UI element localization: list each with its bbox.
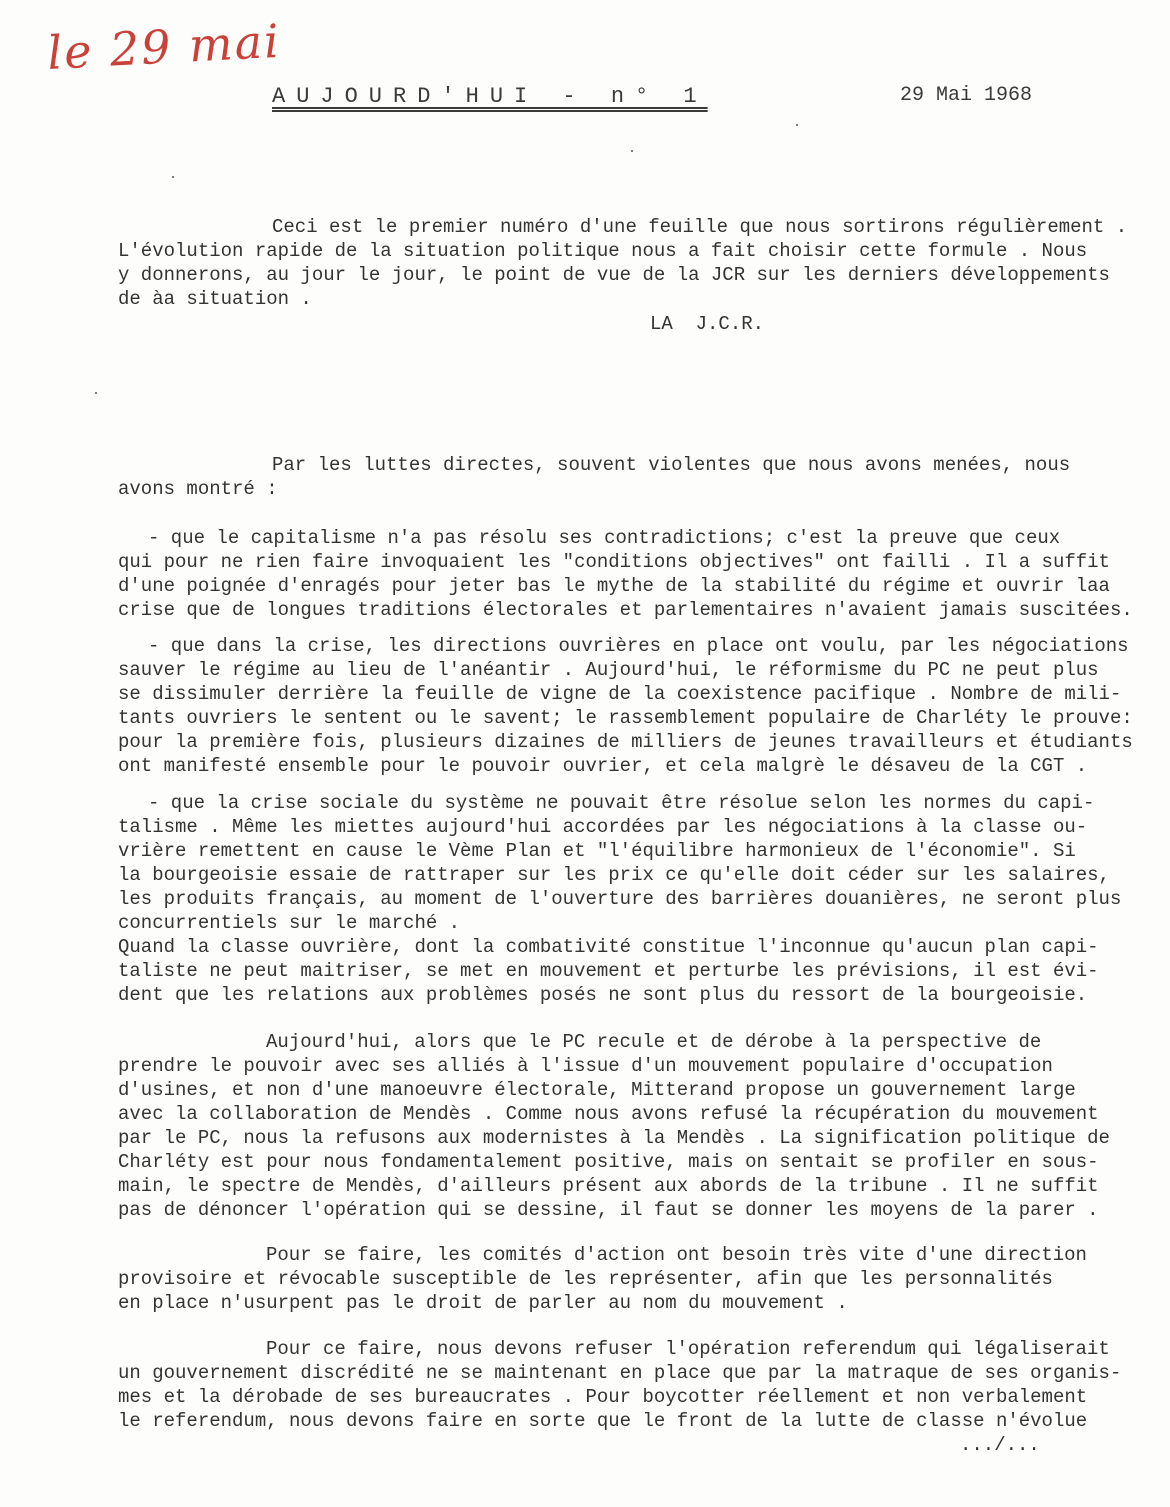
body-line: Charléty est pour nous fondamentalement positive, mais on sentait se profiler en sous- — [118, 1151, 1099, 1173]
body-line: par le PC, nous la refusons aux modernistes à la Mendès . La signification politique de — [118, 1127, 1110, 1149]
body-line: Pour ce faire, nous devons refuser l'opération referendum qui légaliserait — [266, 1338, 1110, 1360]
body-line: crise que de longues traditions électorales et parlementaires n'avaient jamais suscitées. — [118, 599, 1133, 621]
paper-speck — [95, 392, 97, 394]
continuation-mark: .../... — [960, 1434, 1040, 1456]
body-line: provisoire et révocable susceptible de les représenter, afin que les personnalités — [118, 1268, 1053, 1290]
body-line: Par les luttes directes, souvent violentes que nous avons menées, nous — [272, 454, 1071, 476]
intro-line: Ceci est le premier numéro d'une feuille que nous sortirons régulièrement . — [272, 216, 1128, 238]
issue-date: 29 Mai 1968 — [900, 84, 1033, 107]
body-line: tants ouvriers le sentent ou le savent; le rassemblement populaire de Charléty le prouve: — [118, 707, 1133, 729]
body-line: le referendum, nous devons faire en sorte que le front de la lutte de classe n'évolue — [118, 1410, 1088, 1432]
body-line: - que la crise sociale du système ne pouvait être résolue selon les normes du capi- — [148, 792, 1095, 814]
body-line: mes et la dérobade de ses bureaucrates . Pour boycotter réellement et non verbalement — [118, 1386, 1088, 1408]
body-line: dent que les relations aux problèmes posés ne sont plus du ressort de la bourgeoisie. — [118, 984, 1088, 1006]
body-line: d'usines, et non d'une manoeuvre électorale, Mitterand propose un gouvernement large — [118, 1079, 1076, 1101]
body-line: un gouvernement discrédité ne se maintenant en place que par la matraque de ses organis- — [118, 1362, 1122, 1384]
body-line: prendre le pouvoir avec ses alliés à l'issue d'un mouvement populaire d'occupation — [118, 1055, 1053, 1077]
body-line: talisme . Même les miettes aujourd'hui accordées par les négociations à la classe ou- — [118, 816, 1088, 838]
body-line: taliste ne peut maitriser, se met en mouvement et perturbe les prévisions, il est évi- — [118, 960, 1099, 982]
body-line: pas de dénoncer l'opération qui se dessine, il faut se donner les moyens de la parer . — [118, 1199, 1099, 1221]
intro-line: y donnerons, au jour le jour, le point de vue de la JCR sur les derniers développements — [118, 264, 1110, 286]
body-line: main, le spectre de Mendès, d'ailleurs présent aux abords de la tribune . Il ne suffit — [118, 1175, 1099, 1197]
signature: LA J.C.R. — [650, 313, 765, 335]
body-line: - que le capitalisme n'a pas résolu ses contradictions; c'est la preuve que ceux — [148, 527, 1061, 549]
body-line: qui pour ne rien faire invoquaient les "conditions objectives" ont failli . Il a suffit — [118, 551, 1110, 573]
intro-line: de àa situation . — [118, 288, 312, 310]
handwritten-date-note: le 29 mai — [46, 13, 282, 80]
body-line: les produits français, au moment de l'ouverture des barrières douanières, ne seront plus — [118, 888, 1122, 910]
body-line: la bourgeoisie essaie de rattraper sur les prix ce qu'elle doit céder sur les salaires, — [118, 864, 1110, 886]
newsletter-title: AUJOURD'HUI - n° 1 — [272, 84, 708, 109]
body-line: Aujourd'hui, alors que le PC recule et de dérobe à la perspective de — [266, 1031, 1042, 1053]
paper-speck — [631, 150, 633, 152]
body-line: Quand la classe ouvrière, dont la combativité constitue l'inconnue qu'aucun plan capi- — [118, 936, 1099, 958]
body-line: se dissimuler derrière la feuille de vigne de la coexistence pacifique . Nombre de mili- — [118, 683, 1122, 705]
body-line: sauver le régime au lieu de l'anéantir . Aujourd'hui, le réformisme du PC ne peut plus — [118, 659, 1099, 681]
body-line: d'une poignée d'enragés pour jeter bas le mythe de la stabilité du régime et ouvrir laa — [118, 575, 1110, 597]
paper-speck — [796, 124, 798, 126]
body-line: avec la collaboration de Mendès . Comme nous avons refusé la récupération du mouvement — [118, 1103, 1099, 1125]
body-line: pour la première fois, plusieurs dizaines de milliers de jeunes travailleurs et étudiants — [118, 731, 1133, 753]
intro-line: L'évolution rapide de la situation politique nous a fait choisir cette formule . Nous — [118, 240, 1088, 262]
body-line: avons montré : — [118, 478, 278, 500]
body-line: - que dans la crise, les directions ouvrières en place ont voulu, par les négociations — [148, 635, 1129, 657]
paper-speck — [172, 176, 174, 178]
body-line: en place n'usurpent pas le droit de parler au nom du mouvement . — [118, 1292, 848, 1314]
body-line: Pour se faire, les comités d'action ont besoin très vite d'une direction — [266, 1244, 1087, 1266]
body-line: ont manifesté ensemble pour le pouvoir ouvrier, et cela malgrè le désaveu de la CGT . — [118, 755, 1088, 777]
body-line: vrière remettent en cause le Vème Plan et "l'équilibre harmonieux de l'économie". Si — [118, 840, 1076, 862]
body-line: concurrentiels sur le marché . — [118, 912, 461, 934]
